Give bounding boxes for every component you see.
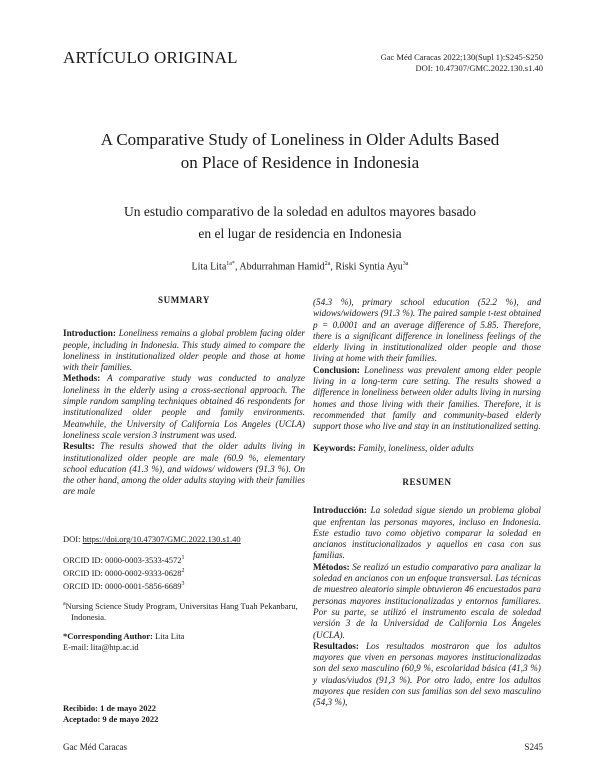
journal-doi: DOI: 10.47307/GMC.2022.130.s1.40 <box>415 63 543 73</box>
summary-methods <box>63 373 305 441</box>
affiliation-sup: a <box>63 601 66 608</box>
email-line: E-mail: lita@htp.ac.id <box>63 642 139 653</box>
resumen-metodos <box>313 562 541 641</box>
summary-introduction <box>63 328 305 373</box>
page-number: S245 <box>524 742 543 752</box>
resumen-introduccion <box>313 505 541 561</box>
author-list: Lita Lita$^{1a*}$, Abdurrahman Hamid$^{2a}$, Riski Syntia Ayu$^{3a}$ <box>191 261 409 273</box>
conclusion-text: Loneliness was prevalent among elder people living in a long-term care setting. The results showed a difference in loneliness between older adults living in nursing homes and those living with their families. Therefore, it is recommended that family and community-based elderly support those who live and stay in an institutionalized setting. <box>313 364 541 432</box>
author-3: Riski Syntia Ayu <box>335 261 403 273</box>
author-2: Abdurrahman Hamid <box>239 261 325 273</box>
article-title <box>60 128 540 174</box>
received-date: Recibido: 1 de mayo 2022 <box>63 703 157 713</box>
results-label: Results: <box>63 441 95 452</box>
title-line-1: A Comparative Study of Loneliness in Older Adults Based <box>100 130 500 149</box>
methods-label: Methods: <box>63 373 101 384</box>
metodos-text: Se realizó un estudio comparativo para analizar la soledad en ancianos con un enfoque transversal. Las técnicas de muestreo aleatorio simple obtuvieron 46 encuestados para personas mayores institucionalizadas y entornos familiares. Por su parte, se utilizó el instrumento escala de soledad versión 3 de la Universidad de California Los Ángeles (UCLA). <box>313 561 542 640</box>
conclusion-label: Conclusion: <box>313 364 360 375</box>
orcid-2-text: ORCID ID: 0000-0002-9333-0628 <box>63 567 182 578</box>
results-continued-text: (54.3 %), primary school education (52.2 %), and widows/widowers (91.3 %). The paired sample t-test obtained p = 0.0001 and an average difference of 5.85. Therefore, there is a significant difference in loneliness feelings of the elderly living in institutionalized older people and those living at home with their families. <box>313 297 541 364</box>
accepted-date: Aceptado: 9 de mayo 2022 <box>63 714 159 724</box>
intro-label: Introduction: <box>63 328 116 339</box>
summary-results-continued <box>313 297 541 365</box>
orcid-1-text: ORCID ID: 0000-0003-3533-4572 <box>63 554 182 565</box>
keywords-label: Keywords: <box>313 442 356 453</box>
dates <box>63 703 303 725</box>
journal-reference <box>381 52 543 74</box>
footer-journal: Gac Méd Caracas <box>63 742 127 752</box>
resultados-label: Resultados: <box>313 640 359 651</box>
affiliation-text: Nursing Science Study Program, Universitas Hang Tuah Pekanbaru, Indonesia. <box>65 601 298 623</box>
subtitle-line-1: Un estudio comparativo de la soledad en adultos mayores basado <box>123 204 477 219</box>
doi-line <box>63 534 303 545</box>
corresponding-author <box>63 631 303 642</box>
doi-link[interactable]: https://doi.org/10.47307/GMC.2022.130.s1.40 <box>82 534 241 544</box>
results-text: The results showed that the older adults living in institutionalized older people are male (60.9 %, elementary school education (41.3 %), and widows/ widowers (91.3 %). On the other hand, among the older adults staying with their families are male <box>63 441 306 497</box>
resumen-heading: RESUMEN <box>402 477 452 487</box>
article-metadata <box>63 534 303 653</box>
section-tag: ARTÍCULO ORIGINAL <box>63 48 238 67</box>
summary-heading: SUMMARY <box>158 295 210 305</box>
introduccion-label: Introducción: <box>313 505 367 516</box>
orcid-1-sup: 1 <box>181 555 185 561</box>
author-1: Lita Lita <box>191 261 227 273</box>
resultados-text: Los resultados mostraron que los adultos mayores que viven en personas mayores institucionalizadas son del sexo masculino (60,9 %, escolaridad básica (41,3 %) y viudas/viudos (91,3 %). Por otro lado, entre los adultos mayores que residen con sus familias son del sexo masculino (54,3 %), <box>313 640 542 708</box>
author-3-affiliation: 3a <box>402 261 409 267</box>
resumen-section <box>313 477 541 709</box>
summary-results <box>63 441 305 497</box>
orcid-2 <box>63 566 303 579</box>
summary-conclusion <box>313 365 541 433</box>
introduccion-text: La soledad sigue siendo un problema global que enfrentan las personas mayores, incluso en Indonesia. Este estudio tuvo como objetivo comparar la soledad en ancianos institucionalizados y aquellos en casa con sus familias. <box>313 505 541 561</box>
article-subtitle <box>60 201 540 245</box>
orcid-2-sup: 2 <box>181 567 185 574</box>
author-1-affiliation: 1a* <box>226 261 235 267</box>
intro-text: Loneliness remains a global problem facing older people, including in Indonesia. This study aimed to compare the loneliness in institutionalized older people and those at home with their families. <box>63 328 305 373</box>
keywords-text: Family, loneliness, older adults <box>358 442 474 453</box>
summary-section <box>63 295 305 498</box>
orcid-3-sup: 3 <box>181 580 185 587</box>
orcid-1 <box>63 553 303 566</box>
affiliation <box>63 599 303 623</box>
journal-citation: Gac Méd Caracas 2022;130(Supl 1):S245-S250 <box>380 52 543 62</box>
author-2-affiliation: 2a <box>324 261 331 267</box>
metodos-label: Métodos: <box>313 561 350 572</box>
resumen-resultados <box>313 641 541 709</box>
corresponding-label: *Corresponding Author: <box>63 631 153 642</box>
subtitle-line-2: en el lugar de residencia en Indonesia <box>198 226 402 241</box>
title-line-2: on Place of Residence in Indonesia <box>180 153 420 172</box>
summary-continuation <box>313 297 541 454</box>
doi-label: DOI: <box>63 534 81 544</box>
orcid-3 <box>63 579 303 592</box>
corresponding-name: Lita Lita <box>154 631 185 642</box>
methods-text: A comparative study was conducted to analyze loneliness in the elderly using a cross-sectional approach. The simple random sampling techniques obtained 46 respondents for institutionalized older people and family environments. Meanwhile, the University of California Los Angeles (UCLA) loneliness scale version 3 instrument was used. <box>63 373 305 440</box>
summary-keywords <box>313 443 541 454</box>
orcid-3-text: ORCID ID: 0000-0001-5856-6689 <box>63 580 182 591</box>
